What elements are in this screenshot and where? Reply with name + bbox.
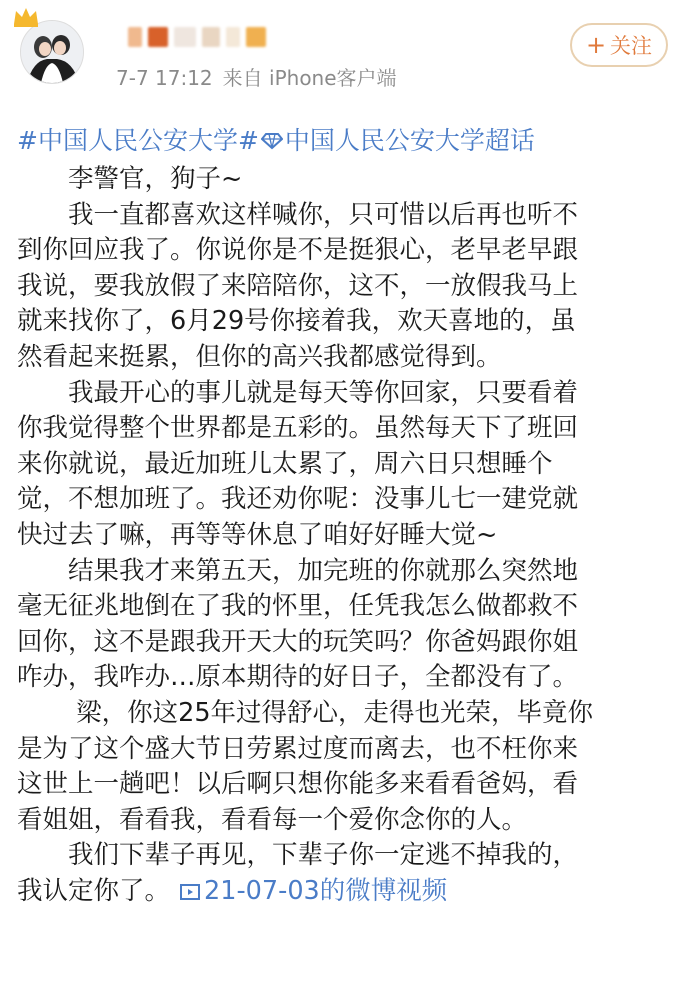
follow-button[interactable] bbox=[570, 23, 668, 67]
plus-icon: + bbox=[585, 31, 607, 59]
username-blurred[interactable] bbox=[128, 24, 288, 50]
post-text-last-line bbox=[17, 874, 677, 910]
text-line: 咋办，我咋办…原本期待的好日子，全都没有了。 bbox=[17, 662, 579, 693]
text-line: 回你，这不是跟我开天大的玩笑吗？你爸妈跟你姐 bbox=[17, 626, 579, 657]
text-line: 结果我才来第五天，加完班的你就那么突然地 bbox=[17, 555, 579, 586]
follow-label: 关注 bbox=[610, 34, 653, 58]
super-topic-icon bbox=[261, 132, 283, 150]
post-body bbox=[17, 120, 677, 909]
text-line: 快过去了嘛，再等等休息了咱好好睡大觉~ bbox=[17, 519, 498, 550]
text-line: 就来找你了，6月29号你接着我，欢天喜地的，虽 bbox=[17, 306, 576, 337]
super-topic-link[interactable]: 中国人民公安大学超话 bbox=[284, 126, 535, 155]
text-line: 李警官，狗子~ bbox=[17, 164, 243, 194]
avatar-image bbox=[21, 21, 83, 83]
text-line: 梁，你这25年过得舒心，走得也光荣，毕竟你 bbox=[17, 697, 594, 728]
video-link-label: 21-07-03的微博视频 bbox=[204, 875, 448, 906]
post-timestamp: 7-7 17:12 bbox=[116, 66, 213, 90]
post-header bbox=[0, 0, 684, 120]
text-line: 我们下辈子再见，下辈子你一定逃不掉我的， bbox=[17, 840, 579, 871]
text-line: 来你就说，最近加班儿太累了，周六日只想睡个 bbox=[17, 448, 553, 479]
crown-icon bbox=[12, 6, 40, 28]
text-line: 到你回应我了。你说你是不是挺狠心，老早老早跟 bbox=[17, 235, 579, 266]
video-link[interactable] bbox=[180, 876, 447, 906]
text-line: 我最开心的事儿就是每天等你回家，只要看着 bbox=[17, 377, 579, 408]
text-line: 这世上一趟吧！以后啊只想你能多来看看爸妈，看 bbox=[17, 769, 579, 800]
text-line: 觉，不想加班了。我还劝你呢：没事儿七一建党就 bbox=[17, 484, 579, 515]
text-line: 是为了这个盛大节日劳累过度而离去，也不枉你来 bbox=[17, 733, 579, 764]
topic-tags bbox=[17, 120, 677, 162]
text-line: 毫无征兆地倒在了我的怀里，任凭我怎么做都救不 bbox=[17, 591, 579, 622]
text-line: 看姐姐，看看我，看看每一个爱你念你的人。 bbox=[17, 804, 528, 835]
topic-hashtag[interactable]: #中国人民公安大学# bbox=[17, 126, 259, 155]
video-icon bbox=[180, 882, 202, 902]
avatar[interactable] bbox=[20, 20, 84, 84]
text-line: 我一直都喜欢这样喊你，只可惜以后再也听不 bbox=[17, 199, 579, 230]
post-meta bbox=[116, 62, 397, 91]
text-line: 我说，要我放假了来陪陪你，这不，一放假我马上 bbox=[17, 270, 579, 301]
text-line: 你我觉得整个世界都是五彩的。虽然每天下了班回 bbox=[17, 413, 579, 444]
text-line: 我认定你了。 bbox=[17, 875, 171, 906]
post-source[interactable]: 来自 iPhone客户端 bbox=[222, 66, 397, 90]
post-text bbox=[17, 162, 677, 874]
text-line: 然看起来挺累，但你的高兴我都感觉得到。 bbox=[17, 341, 502, 372]
